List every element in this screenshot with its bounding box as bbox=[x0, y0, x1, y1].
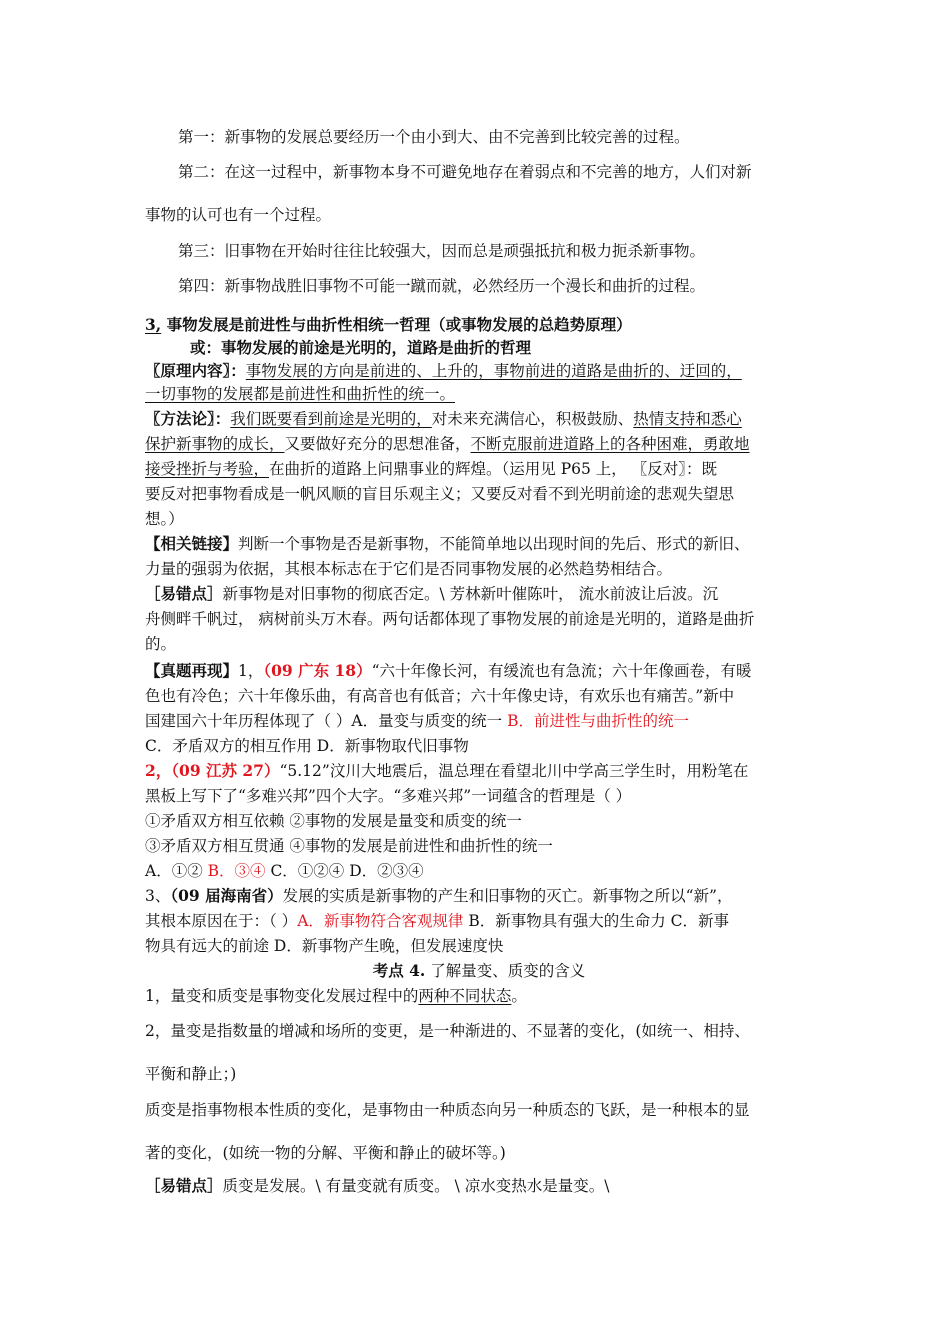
exam-q1-line-3 bbox=[145, 710, 813, 732]
method-f: 不断克服前进道路上的各种困难，勇敢地 bbox=[470, 435, 750, 453]
q3-text-1: 发展的实质是新事物的产生和旧事物的灭亡。新事物之所以“新”， bbox=[282, 887, 733, 905]
method-line-4: 要反对把事物看成是一帆风顺的盲目乐观主义；又要反对看不到光明前途的悲观失望思 bbox=[145, 485, 735, 503]
exam-q3-line-1 bbox=[145, 885, 813, 907]
section-3-number: 3, bbox=[145, 315, 162, 334]
principle-text-2: 一切事物的发展都是前进性和曲折性的统一。 bbox=[145, 385, 456, 403]
q2-options-2: ③矛盾双方相互贯通 ④事物的发展是前进性和曲折性的统一 bbox=[145, 837, 553, 855]
method-b: 对未来充满信心，积极鼓励、 bbox=[431, 410, 634, 428]
q3-text-2b: B．新事物具有强大的生命力 C．新事 bbox=[463, 912, 729, 930]
principle-label: 〖原理内容〗： bbox=[145, 361, 246, 380]
point-4: 第四：新事物战胜旧事物不可能一蹴而就，必然经历一个漫长和曲折的过程。 bbox=[178, 277, 706, 295]
point-3: 第三：旧事物在开始时往往比较强大，因而总是顽强抵抗和极力扼杀新事物。 bbox=[178, 242, 706, 260]
mistake-line-2: 舟侧畔千帆过， 病树前头万木春。两句话都体现了事物发展的前途是光明的，道路是曲折 bbox=[145, 610, 755, 628]
method-d: 保护新事物的成长， bbox=[145, 435, 285, 453]
exam-q2-line-2: 黑板上写下了“多难兴邦”四个大字。“多难兴邦”一词蕴含的哲理是（ ） bbox=[145, 787, 632, 805]
method-c: 热情支持和悉心 bbox=[633, 410, 742, 428]
kaodian-4-label: 考点 4. bbox=[372, 961, 426, 980]
method-line-5: 想。） bbox=[145, 510, 184, 528]
method-line-1 bbox=[145, 408, 813, 430]
q1-answer: B．前进性与曲折性的统一 bbox=[507, 712, 689, 730]
exam-q1-line-1 bbox=[145, 660, 813, 682]
q2-choice-a: A．①② bbox=[145, 862, 208, 880]
kaodian-4-mistake-label: ［易错点］ bbox=[145, 1176, 223, 1195]
link-line-1 bbox=[145, 533, 813, 555]
section-3-heading bbox=[145, 314, 813, 336]
section-3-title: 事物发展是前进性与曲折性相统一哲理（或事物发展的总趋势原理） bbox=[166, 315, 632, 334]
kaodian-4-title bbox=[145, 960, 813, 982]
q1-source: （09 广东 18） bbox=[263, 661, 372, 680]
exam-q3-line-3: 物具有远大的前途 D．新事物产生晚，但发展速度快 bbox=[145, 937, 504, 955]
link-line-2: 力量的强弱为依据，其根本标志在于它们是否同事物发展的必然趋势相结合。 bbox=[145, 560, 673, 578]
point-1: 第一：新事物的发展总要经历一个由小到大、由不完善到比较完善的过程。 bbox=[178, 128, 690, 146]
principle-line-2 bbox=[145, 383, 813, 405]
mistake-text-1: 新事物是对旧事物的彻底否定。\ 芳林新叶催陈叶， 流水前波让后波。沉 bbox=[222, 585, 719, 603]
q2-options-1: ①矛盾双方相互依赖 ②事物的发展是量变和质变的统一 bbox=[145, 812, 522, 830]
link-label: 【相关链接】 bbox=[145, 534, 239, 553]
method-label: 〖方法论〗： bbox=[145, 409, 231, 428]
method-line-3 bbox=[145, 458, 813, 480]
principle-line-1 bbox=[145, 360, 813, 382]
q3-number: 3、 bbox=[145, 887, 171, 905]
point-2: 第二：在这一过程中，新事物本身不可避免地存在着弱点和不完善的地方，人们对新 bbox=[178, 163, 752, 181]
mistake-line-3: 的。 bbox=[145, 635, 177, 653]
method-line-2 bbox=[145, 433, 813, 455]
method-g: 接受挫折与考验， bbox=[145, 460, 270, 478]
kaodian-4-text: 了解量变、质变的含义 bbox=[425, 962, 586, 980]
q2-header: 2，（09 江苏 27） bbox=[145, 761, 280, 780]
principle-text-1: 事物发展的方向是前进的、上升的，事物前进的道路是曲折的、迂回的， bbox=[245, 362, 742, 380]
kaodian-4-p5: 著的变化，(如统一物的分解、平衡和静止的破坏等。) bbox=[145, 1144, 506, 1162]
q2-choice-cd: C．①②④ D．②③④ bbox=[265, 862, 424, 880]
kaodian-4-p1b: 。 bbox=[511, 987, 527, 1005]
q3-text-2a: 其根本原因在于：（ ） bbox=[145, 912, 298, 930]
exam-q3-line-2 bbox=[145, 910, 813, 932]
q1-text-3: 国建国六十年历程体现了（ ）A．量变与质变的统一 bbox=[145, 712, 508, 730]
point-2-cont: 事物的认可也有一个过程。 bbox=[145, 206, 332, 224]
q2-text-1: “5.12”汶川大地震后，温总理在看望北川中学高三学生时，用粉笔在 bbox=[279, 762, 749, 780]
q3-answer: A．新事物符合客观规律 bbox=[297, 912, 464, 930]
exam-q1-line-2: 色也有冷色；六十年像乐曲，有高音也有低音；六十年像史诗，有欢乐也有痛苦。”新中 bbox=[145, 687, 735, 705]
section-3-subtitle: 或：事物发展的前途是光明的，道路是曲折的哲理 bbox=[190, 338, 532, 357]
kaodian-4-p4: 质变是指事物根本性质的变化，是事物由一种质态向另一种质态的飞跃，是一种根本的显 bbox=[145, 1101, 750, 1119]
method-e: 又要做好充分的思想准备， bbox=[284, 435, 471, 453]
link-text-1: 判断一个事物是否是新事物，不能简单地以出现时间的先后、形式的新旧、 bbox=[238, 535, 750, 553]
mistake-line-1 bbox=[145, 583, 813, 605]
q2-answer: B．③④ bbox=[207, 862, 266, 880]
q1-number: 1， bbox=[238, 662, 264, 680]
q2-choices bbox=[145, 860, 813, 882]
kaodian-4-p3: 平衡和静止；) bbox=[145, 1065, 237, 1083]
kaodian-4-p1 bbox=[145, 985, 813, 1007]
q3-source: （09 届海南省） bbox=[170, 886, 283, 905]
method-a: 我们既要看到前途是光明的， bbox=[230, 410, 432, 428]
q1-text-1: “六十年像长河，有缓流也有急流；六十年像画卷，有暖 bbox=[371, 662, 752, 680]
exam-label: 【真题再现】 bbox=[145, 661, 239, 680]
exam-q2-line-1 bbox=[145, 760, 813, 782]
kaodian-4-p2: 2，量变是指数量的增减和场所的变更，是一种渐进的、不显著的变化，(如统一、相持、 bbox=[145, 1022, 750, 1040]
kaodian-4-p1u: 两种不同状态 bbox=[418, 987, 512, 1005]
kaodian-4-mistake-text: 质变是发展。\ 有量变就有质变。 \ 凉水变热水是量变。\ bbox=[222, 1177, 610, 1195]
kaodian-4-p1a: 1，量变和质变是事物变化发展过程中的 bbox=[145, 987, 419, 1005]
exam-q1-line-4: C．矛盾双方的相互作用 D．新事物取代旧事物 bbox=[145, 737, 469, 755]
kaodian-4-mistake bbox=[145, 1175, 813, 1197]
mistake-label: ［易错点］ bbox=[145, 584, 223, 603]
method-h: 在曲折的道路上问鼎事业的辉煌。（运用见 P65 上， 〖反对〗：既 bbox=[269, 460, 717, 478]
